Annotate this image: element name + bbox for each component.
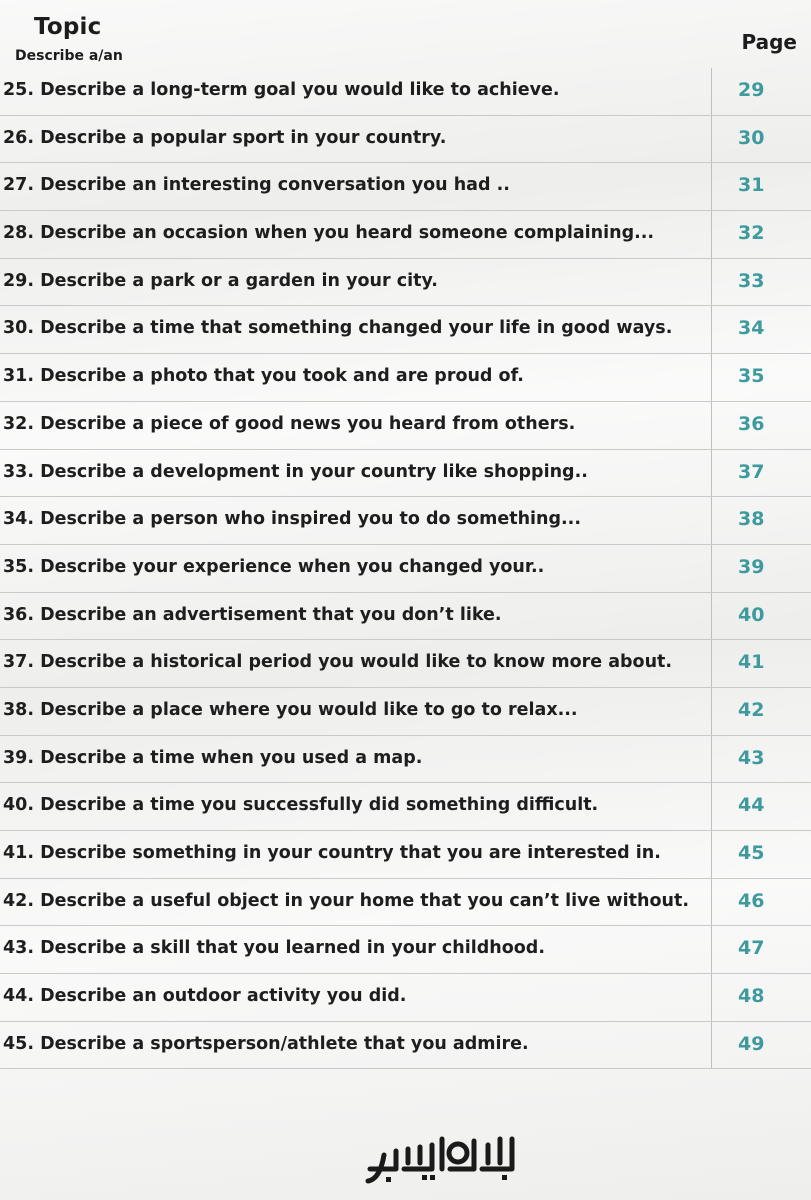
topic-text: 45. Describe a sportsperson/athlete that you admire.	[3, 1033, 529, 1054]
page-number: 43	[738, 746, 765, 769]
column-divider	[711, 879, 712, 926]
topic-text: 37. Describe a historical period you would like to know more about.	[3, 652, 673, 673]
column-divider	[711, 211, 712, 258]
topic-list	[0, 68, 811, 1069]
topic-column-title: Topic	[34, 14, 102, 40]
table-row	[0, 1022, 811, 1070]
column-divider	[711, 163, 712, 210]
table-header	[0, 0, 811, 70]
column-divider	[711, 450, 712, 497]
table-row	[0, 450, 811, 498]
topic-text: 35. Describe your experience when you changed your..	[3, 556, 545, 577]
page-number: 36	[738, 412, 765, 435]
topic-text: 42. Describe a useful object in your home that you can’t live without.	[3, 890, 689, 911]
table-row	[0, 259, 811, 307]
column-divider	[711, 545, 712, 592]
page-number: 44	[738, 794, 765, 817]
table-row	[0, 640, 811, 688]
column-divider	[711, 1022, 712, 1069]
table-row	[0, 116, 811, 164]
table-row	[0, 68, 811, 116]
table-row	[0, 593, 811, 641]
topic-text: 44. Describe an outdoor activity you did.	[3, 986, 407, 1007]
table-row	[0, 354, 811, 402]
table-row	[0, 831, 811, 879]
column-divider	[711, 926, 712, 973]
table-row	[0, 974, 811, 1022]
page-number: 48	[738, 985, 765, 1008]
page-number: 31	[738, 174, 765, 197]
page-number: 32	[738, 222, 765, 245]
topic-text: 25. Describe a long-term goal you would like to achieve.	[3, 80, 560, 100]
column-divider	[711, 68, 712, 115]
column-divider	[711, 402, 712, 449]
column-divider	[711, 974, 712, 1021]
topic-column-subtitle: Describe a/an	[15, 48, 123, 64]
topic-text: 28. Describe an occasion when you heard someone complaining...	[3, 223, 655, 244]
column-divider	[711, 593, 712, 640]
page-number: 29	[738, 79, 765, 101]
column-divider	[711, 354, 712, 401]
page-number: 35	[738, 365, 765, 388]
table-row	[0, 688, 811, 736]
table-row	[0, 402, 811, 450]
topic-text: 43. Describe a skill that you learned in your childhood.	[3, 938, 545, 959]
table-row	[0, 306, 811, 354]
column-divider	[711, 688, 712, 735]
topic-text: 31. Describe a photo that you took and are proud of.	[3, 366, 524, 387]
table-row	[0, 163, 811, 211]
topic-text: 30. Describe a time that something changed your life in good ways.	[3, 318, 673, 339]
topic-text: 29. Describe a park or a garden in your city.	[3, 270, 438, 291]
topic-text: 40. Describe a time you successfully did something difficult.	[3, 795, 599, 816]
column-divider	[711, 259, 712, 306]
page-number: 34	[738, 317, 765, 340]
page-column-title: Page	[741, 30, 797, 54]
table-row	[0, 926, 811, 974]
column-divider	[711, 640, 712, 687]
page-number: 47	[738, 937, 765, 960]
column-divider	[711, 116, 712, 163]
topic-text: 36. Describe an advertisement that you don’t like.	[3, 604, 502, 625]
topic-text: 38. Describe a place where you would like to go to relax...	[3, 699, 578, 720]
page-number: 40	[738, 603, 765, 626]
table-row	[0, 736, 811, 784]
table-row	[0, 211, 811, 259]
topic-text: 39. Describe a time when you used a map.	[3, 747, 423, 768]
column-divider	[711, 306, 712, 353]
page-number: 49	[738, 1032, 765, 1055]
table-row	[0, 879, 811, 927]
page-number: 41	[738, 651, 765, 674]
topic-text: 32. Describe a piece of good news you heard from others.	[3, 413, 576, 434]
topic-text: 26. Describe a popular sport in your country.	[3, 127, 447, 148]
table-row	[0, 497, 811, 545]
column-divider	[711, 497, 712, 544]
topic-text: 33. Describe a development in your country like shopping..	[3, 461, 588, 482]
calligraphy-logo-icon	[362, 1135, 520, 1193]
page-number: 38	[738, 508, 765, 531]
column-divider	[711, 831, 712, 878]
column-divider	[711, 736, 712, 783]
page-number: 33	[738, 269, 765, 292]
page-number: 30	[738, 126, 765, 149]
page-number: 45	[738, 842, 765, 864]
topic-text: 41. Describe something in your country that you are interested in.	[3, 843, 661, 863]
page-number: 46	[738, 889, 765, 912]
table-row	[0, 545, 811, 593]
page-number: 37	[738, 460, 765, 483]
topic-text: 34. Describe a person who inspired you to do something...	[3, 509, 581, 530]
column-divider	[711, 783, 712, 830]
page-number: 42	[738, 698, 765, 721]
topic-text: 27. Describe an interesting conversation you had ..	[3, 175, 510, 196]
page-number: 39	[738, 555, 765, 578]
table-row	[0, 783, 811, 831]
